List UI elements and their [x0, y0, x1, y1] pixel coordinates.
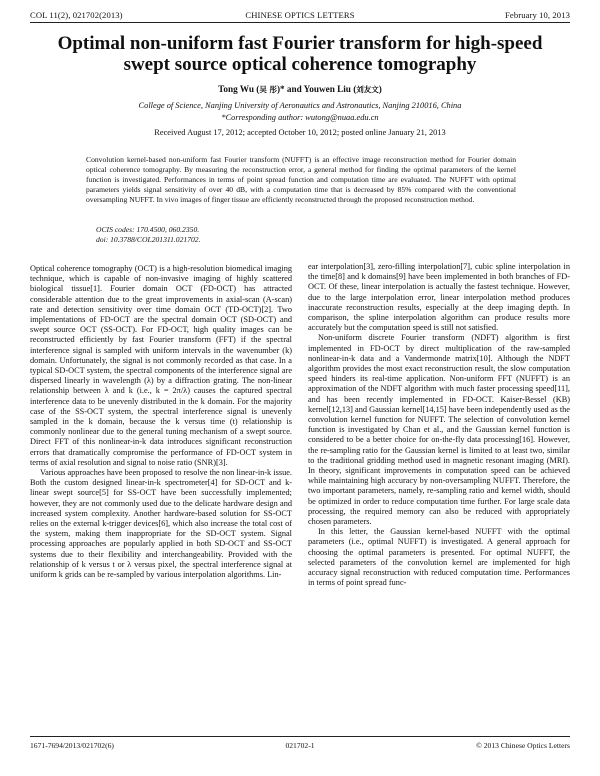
history-dates: Received August 17, 2012; accepted October 10, 2012; posted online January 21, 2013 [154, 128, 446, 137]
doi: doi: 10.3788/COL201311.021702. [96, 235, 201, 244]
author-1-chinese-name: 吴 彤 [259, 85, 277, 94]
author-line-end: ) [378, 84, 382, 94]
page-number: 021702-1 [285, 741, 315, 750]
author-line [30, 84, 570, 95]
copyright: © 2013 Chinese Optics Letters [476, 741, 570, 750]
ocis-codes: OCIS codes: 170.4500, 060.2350. [96, 225, 200, 234]
issn-code: 1671-7694/2013/021702(6) [30, 741, 114, 750]
paragraph: Optical coherence tomography (OCT) is a high-resolution biomedical imaging technique, which is capable of non-invasive imaging of highly scattered biological tissue[1]. Fourier domain OCT (FD-OCT) has attracted considerable attention due to the great improvements in axial-scan (A-scan) rate and detection sensitivity over time domain OCT (TD-OCT)[2]. Two implementations of FD-OCT are the spectral domain OCT (SD-OCT) and swept source OCT (SS-OCT). For FD-OCT, high quality images can be reconstructed efficiently by fast Fourier transform (FFT) if the spectral interference signal is sampled with uniform intervals in the wavenumber (k) domain. Unfortunately, the signal is not commonly recorded as that case. In a typical SD-OCT system, the spectral components of the interference signal are dispersed linearly in wavelength (λ) by a diffraction grating. The non-linear relationship between λ and k (i.e., k = 2π/λ) causes the captured spectral interference data to be unevenly distributed in the k domain. For the majority case of the SS-OCT system, the spectral interference signal is unevenly sampled in the k domain, because the k versus time (t) relationship is commonly nonlinear due to the general tuning mechanism of a swept source. Direct FFT of this nonlinear-in-k data introduces significant reconstruction errors that dramatically compromise the performance of FD-OCT system in terms of axial resolution and signal to noise ratio (SNR)[3]. [30, 264, 292, 467]
journal-citation: COL 11(2), 021702(2013) [30, 10, 123, 20]
author-2: )* and Youwen Liu ( [276, 84, 357, 94]
header-rule [30, 22, 570, 23]
issue-date: February 10, 2013 [505, 10, 570, 20]
paragraph: In this letter, the Gaussian kernel-based NUFFT with the optimal parameters (i.e., optimal NUFFT) is investigated. A general approach for choosing the optimal parameters is presented. For optimal NUFFT, the selected parameters of the convolution kernel are implemented for high accuracy signal reconstruction with reduced computation time. Performances in terms of point spread func- [308, 527, 570, 588]
corresponding-author: *Corresponding author: wutong@nuaa.edu.cn [221, 113, 379, 122]
journal-name: CHINESE OPTICS LETTERS [245, 10, 355, 20]
paragraph: Non-uniform discrete Fourier transform (NDFT) algorithm is first implemented in FD-OCT by direct multiplication of the raw-sampled nonlinear-in-k data and a Vandermonde matrix[10]. Although the NDFT algorithm provides the most exact reconstruction result, the slow computation speed hinders its real-time application. Non-uniform FFT (NUFFT) is an approximation of the NDFT algorithm with much faster processing speed[11], and has been recently implemented in FD-OCT. Kaiser-Bessel (KB) kernel[12,13] and Gaussian kernel[14,15] have been independently used as the convolution kernel function for NUFFT. The selection of convolution kernel function is investigated by Chan et al., and the Gaussian kernel function is considered to be a better choice for on-the-fly data processing[16]. However, the re-sampling ratio for the Gaussian kernel is limited to at least two, similar to the traditional gridding method used in magnetic resonant imaging (MRI). In theory, significant improvements in computation speed can be achieved while maintaining high accuracy by non-oversampling NUFFT. Therefore, the two important parameters, namely, re-sampling ratio and kernel width, should be optimized in order to reduce computation time further. For large scale data processing, the required memory can also be reduced with appropriately chosen parameters. [308, 333, 570, 527]
author-1: Tong Wu ( [218, 84, 260, 94]
paper-title: Optimal non-uniform fast Fourier transform for high-speed swept source optical coherence tomography [57, 33, 543, 75]
abstract [86, 155, 516, 205]
affiliation: College of Science, Nanjing University of Aeronautics and Astronautics, Nanjing 210016, China [138, 101, 462, 110]
classification-codes [96, 225, 201, 245]
body-column-left [30, 264, 292, 580]
affiliation-block [30, 100, 570, 124]
footer-rule [30, 736, 570, 737]
author-2-chinese-name: 刘友文 [356, 85, 379, 94]
page-footer [30, 741, 570, 753]
body-column-right [308, 262, 570, 589]
paragraph: ear interpolation[3], zero-filling interpolation[7], cubic spline interpolation in the time[8] and k domains[9] have been implemented in both branches of FD-OCT. Of these, linear interpolation is actually the fastest technique. However, due to the large interpolation error, linear interpolation method produces inaccurate reconstruction results, especially at the deep imaging depth. In comparison, the spline interpolation algorithm can produce results more accurately but the computation speed is still not satisfied. [308, 262, 570, 333]
paragraph: Various approaches have been proposed to resolve the non linear-in-k issue. Both the custom designed linear-in-k spectrometer[4] for SD-OCT and k-linear swept source[5] for SS-OCT have been successfully implemented; however, they are not commonly used due to the delicate hardware design and increased system complexity. Another hardware-based solution for SS-OCT relies on the external k-trigger devices[6], which also increase the total cost of the system, making them inappropriate for the SD-OCT system. Signal processing approaches are popularly applied in both SD-OCT and SS-OCT systems due to their flexibility and interchangeability. Provided with the relationship of k versus t or λ versus pixel, the spectral interference signal at uniform k grids can be re-sampled by various interpolation algorithms. Lin- [30, 468, 292, 580]
abstract-text: Convolution kernel-based non-uniform fast Fourier transform (NUFFT) is an effective image reconstruction method for Fourier domain optical coherence tomography. By measuring the reconstruction error, a general method for finding the optimal parameters of the kernel function is investigated. Performances in terms of point spread function and computation time are evaluated. The NUFFT with optimal parameters yields signal sensitivity of over 40 dB, with a computation time that is decreased by 85% compared with the conventional oversampling NUFFT. In vivo images of finger tissue are efficiently reconstructed through the proposed reconstruction method. [86, 155, 516, 204]
